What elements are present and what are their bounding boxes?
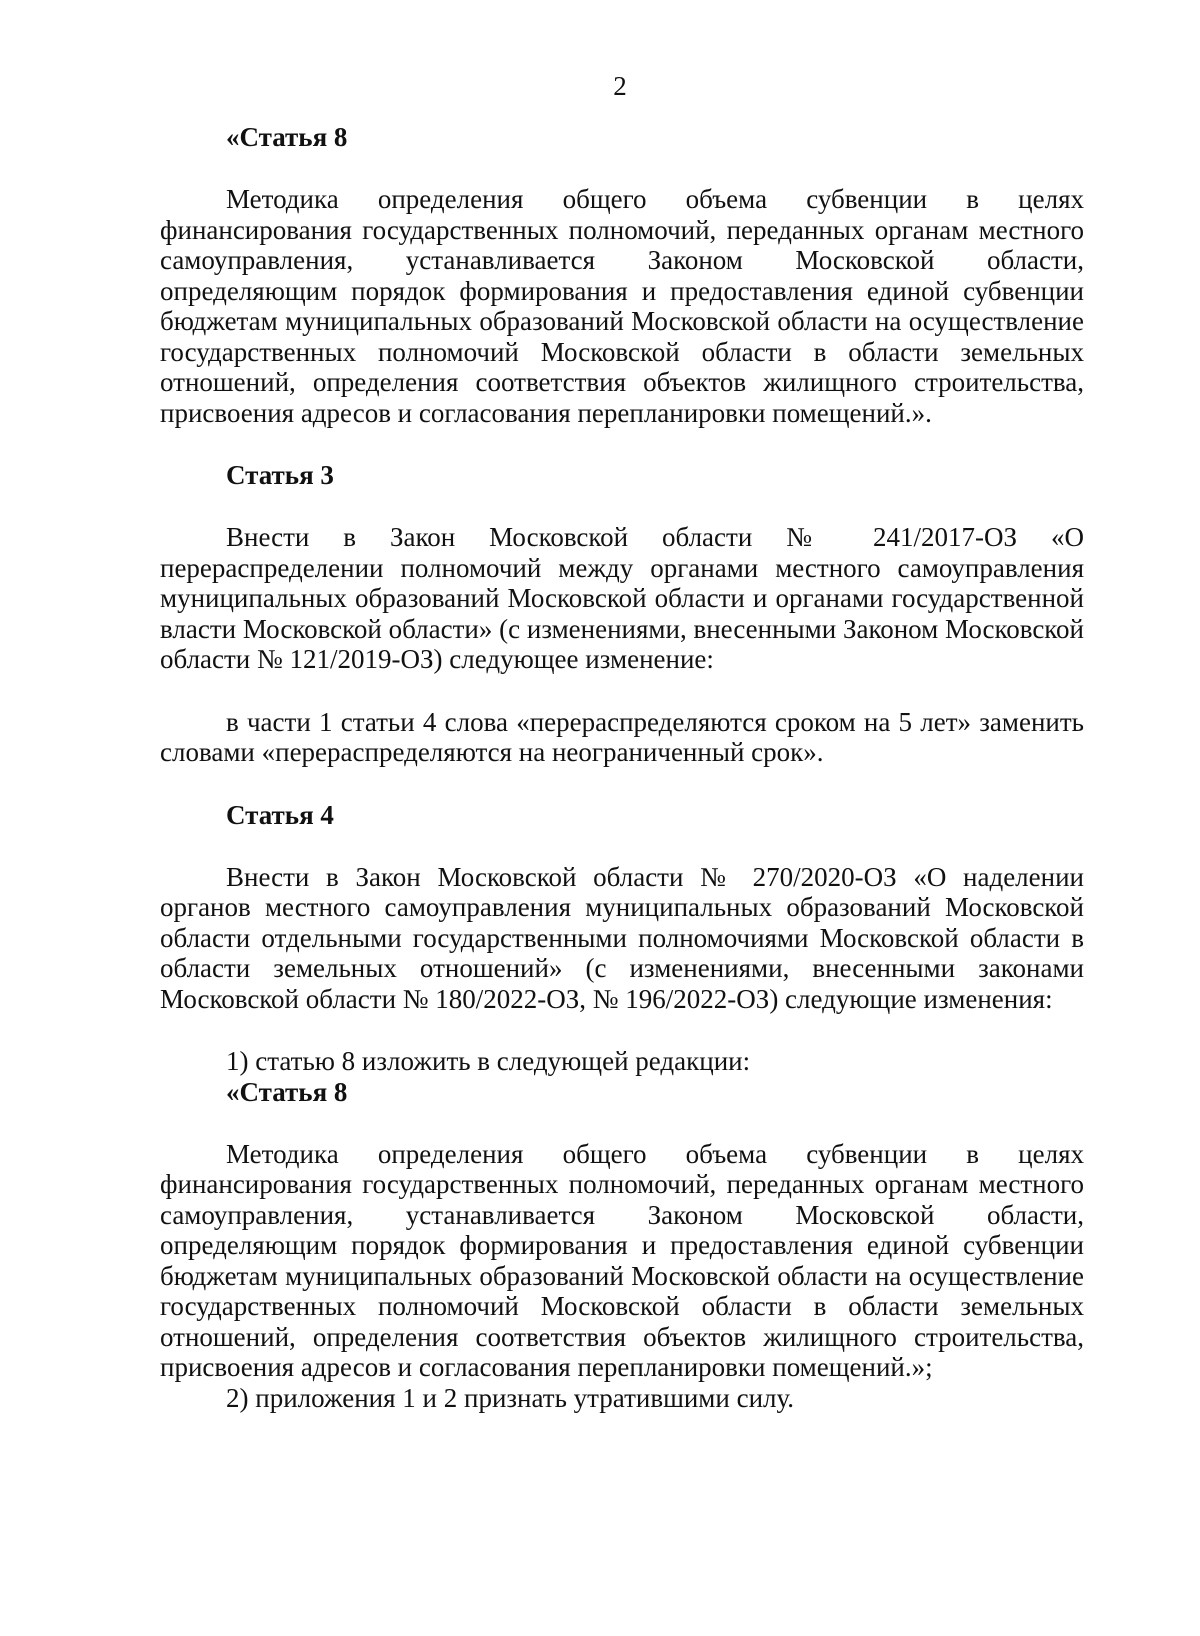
- article-paragraph: Методика определения общего объема субвенции в целях финансирования государственных полномочий, переданных органам местного самоуправления, устанавливается Законом Московской области, определяющим порядок формирования и предоставления единой субвенции бюджетам муниципальных образований Московской области на осуществление государственных полномочий Московской области в области земельных отношений, определения соответствия объектов жилищного строительства, присвоения адресов и согласования перепланировки помещений.».: [160, 184, 1084, 428]
- article-heading: «Статья 8: [226, 1076, 348, 1107]
- list-item: 1) статью 8 изложить в следующей редакции:: [226, 1046, 751, 1076]
- article-paragraph: Методика определения общего объема субвенции в целях финансирования государственных полномочий, переданных органам местного самоуправления, устанавливается Законом Московской области, определяющим порядок формирования и предоставления единой субвенции бюджетам муниципальных образований Московской области на осуществление государственных полномочий Московской области в области земельных отношений, определения соответствия объектов жилищного строительства, присвоения адресов и согласования перепланировки помещений.»;: [160, 1138, 1084, 1382]
- list-item: 2) приложения 1 и 2 признать утратившими силу.: [226, 1382, 795, 1413]
- article-paragraph: в части 1 статьи 4 слова «перераспределяются сроком на 5 лет» заменить словами «перераспределяются на неограниченный срок».: [160, 706, 1084, 767]
- document-body: [160, 122, 1084, 1413]
- article-heading: Статья 3: [226, 460, 334, 490]
- article-heading: «Статья 8: [226, 122, 348, 152]
- article-paragraph: Внести в Закон Московской области № 270/2020-ОЗ «О наделении органов местного самоуправления муниципальных образований Московской области отдельными государственными полномочиями Московской области в области земельных отношений» (с изменениями, внесенными законами Московской области № 180/2022-ОЗ, № 196/2022-ОЗ) следующие изменения:: [160, 861, 1084, 1014]
- article-heading: Статья 4: [226, 799, 334, 830]
- article-paragraph: Внести в Закон Московской области № 241/2017-ОЗ «О перераспределении полномочий между органами местного самоуправления муниципальных образований Московской области и органами государственной власти Московской области» (с изменениями, внесенными Законом Московской области № 121/2019-ОЗ) следующее изменение:: [160, 522, 1084, 674]
- page-number: 2: [613, 71, 627, 101]
